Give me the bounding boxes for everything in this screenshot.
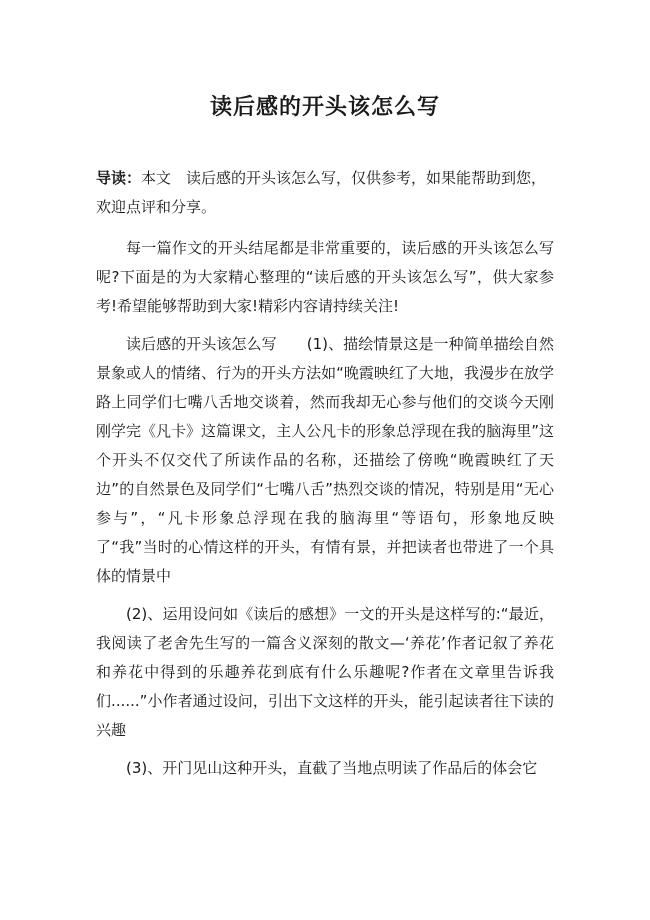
intro-lead: 导读：	[96, 169, 142, 187]
body-paragraph-3: (2)、运用设问如《读后的感想》一文的开头是这样写的:“最近，我阅读了老舍先生写的一篇含义深刻的散文—‘养花’作者记叙了养花和养花中得到的乐趣养花到底有什么乐趣呢?作者在文章里告诉我们......”小作者通过设问，引出下文这样的开头，能引起读者往下读的兴趣	[96, 605, 554, 739]
intro-paragraph	[96, 164, 554, 222]
intro-text: 本文 读后感的开头该怎么写，仅供参考，如果能帮助到您，欢迎点评和分享。	[96, 169, 547, 216]
body-paragraph-1: 每一篇作文的开头结尾都是非常重要的，读后感的开头该怎么写呢?下面是的为大家精心整理的“读后感的开头该怎么写”，供大家参考!希望能够帮助到大家!精彩内容请持续关注!	[96, 239, 554, 315]
body-paragraph-4: (3)、开门见山这种开头，直截了当地点明读了作品后的体会它	[126, 759, 538, 777]
document-title: 读后感的开头该怎么写	[209, 95, 440, 120]
body-paragraph-2: 读后感的开头该怎么写 (1)、描绘情景这是一种简单描绘自然景象或人的情绪、行为的开头方法如“晚霞映红了大地，我漫步在放学路上同学们七嘴八舌地交谈着，然而我却无心参与他们的交谈今天刚刚学完《凡卡》这篇课文，主人公凡卡的形象总浮现在我的脑海里”这个开头不仅交代了所读作品的名称，还描绘了傍晚“晚霞映红了天边”的自然景色及同学们“七嘴八舌”热烈交谈的情况，特别是用“无心参与”，“凡卡形象总浮现在我的脑海里“等语句，形象地反映了“我”当时的心情这样的开头，有情有景，并把读者也带进了一个具体的情景中	[96, 335, 554, 585]
